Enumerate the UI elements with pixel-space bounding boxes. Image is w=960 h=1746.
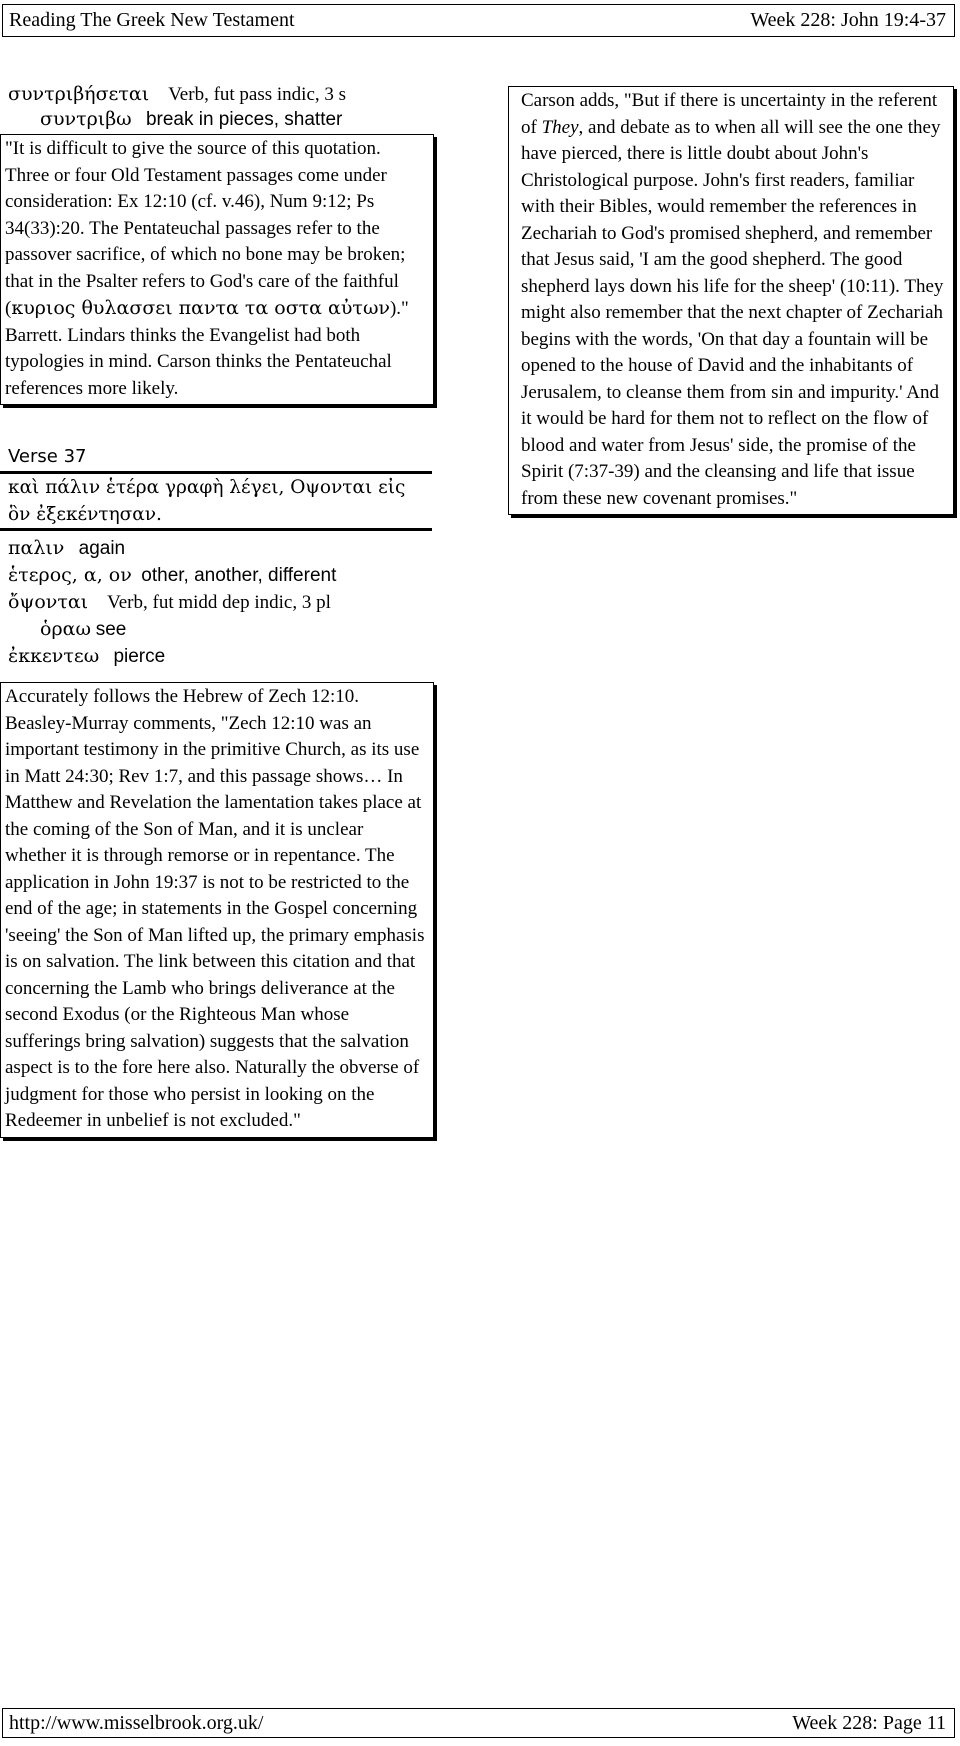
left-column	[5, 82, 438, 1138]
lexeme-gloss: break in pieces, shatter	[145, 109, 343, 130]
parse-word: συντριβήσεται	[8, 83, 150, 105]
vocab-item	[8, 616, 438, 643]
vocab-word: ἐκκεντεω	[8, 645, 100, 667]
right-column	[508, 86, 954, 515]
verse-greek-text: καὶ πάλιν ἑτέρα γραφὴ λέγει, Οψονται εἰς ὃν ἐξεκέντησαν.	[0, 471, 432, 531]
parse-desc: Verb, fut pass indic, 3 s	[168, 84, 347, 105]
page-header	[2, 4, 955, 37]
vocab-list	[8, 535, 438, 670]
vocab-item	[8, 535, 438, 562]
vocab-word: ὁραω	[40, 618, 91, 640]
footer-page-number: Week 228: Page 11	[792, 1712, 946, 1734]
vocab-word: ἑτερος, α, ον	[8, 564, 132, 586]
barrett-quote-greek: κυριος θυλασσει παντα τα οστα αὐτων	[11, 297, 390, 319]
lexeme-word: συντριβω	[40, 108, 132, 130]
verse-heading: Verse 37	[8, 446, 87, 467]
vocab-word: παλιν	[8, 537, 65, 559]
vocab-gloss: again	[78, 538, 126, 559]
header-title: Reading The Greek New Testament	[9, 9, 295, 31]
beasley-murray-box: Accurately follows the Hebrew of Zech 12:10. Beasley-Murray comments, "Zech 12:10 was an important testimony in the primitive Church, as its use in Matt 24:30; Rev 1:7, and this passage shows… In Matthew and Revelation the lamentation takes place at the coming of the Son of Man, and it is unclear whether it is through remorse or in repentance. The application in John 19:37 is not to be restricted to the end of the age; in statements in the Gospel concerning 'seeing' the Son of Man lifted up, the primary emphasis is on salvation. The link between this citation and that concerning the Lamb who brings deliverance at the second Exodus (or the Righteous Man whose sufferings bring salvation) suggests that the salvation aspect is to the fore here also. Naturally the obverse of judgment for those who persist in looking on the Redeemer in unbelief is not excluded."	[0, 682, 434, 1138]
carson-quote-text-a: Carson adds, "But if there is uncertainty in the referent of	[521, 90, 938, 138]
vocab-item	[8, 643, 438, 670]
vocab-gloss: other, another, different	[141, 565, 337, 586]
vocab-gloss: Verb, fut midd dep indic, 3 pl	[107, 592, 331, 613]
footer-url[interactable]: http://www.misselbrook.org.uk/	[9, 1712, 264, 1734]
barrett-quote-text-b: )." Barrett. Lindars thinks the Evangelist had both typologies in mind. Carson thinks the Pentateuchal references more likely.	[5, 298, 409, 399]
vocab-gloss: pierce	[113, 646, 166, 667]
vocab-item	[8, 589, 438, 616]
header-week: Week 228: John 19:4-37	[750, 9, 946, 31]
lexeme-entry	[8, 107, 438, 132]
barrett-quote-text-a: "It is difficult to give the source of this quotation. Three or four Old Testament passages come under consideration: Ex 12:10 (cf. v.46), Num 9:12; Ps 34(33):20. The Pentateuchal passages refer to the passover sacrifice, of which no bone may be broken; that in the Psalter refers to God's care of the faithful (	[5, 138, 406, 319]
carson-quote-box	[508, 86, 954, 515]
vocab-item	[8, 562, 438, 589]
carson-quote-italic: They	[541, 116, 579, 138]
parse-entry	[8, 82, 438, 107]
carson-quote-text-b: , and debate as to when all will see the one they have pierced, there is little doubt about John's Christological purpose. John's first readers, familiar with their Bibles, would remember the references in Zechariah to God's promised shepherd, and remember that Jesus said, 'I am the good shepherd. The good shepherd lays down his life for the sheep' (10:11). They might also remember that the next chapter of Zechariah begins with the words, 'On that day a fountain will be opened to the house of David and the inhabitants of Jerusalem, to cleanse them from sin and impurity.' And it would be hard for them not to reflect on the flow of blood and water from Jesus' side, the promise of the Spirit (7:37-39) and the cleansing and life that issue from these new covenant promises."	[521, 116, 944, 509]
page-footer	[2, 1708, 955, 1738]
vocab-gloss: see	[95, 619, 127, 640]
barrett-quote-box	[0, 134, 434, 405]
vocab-word: ὄψονται	[8, 591, 89, 613]
